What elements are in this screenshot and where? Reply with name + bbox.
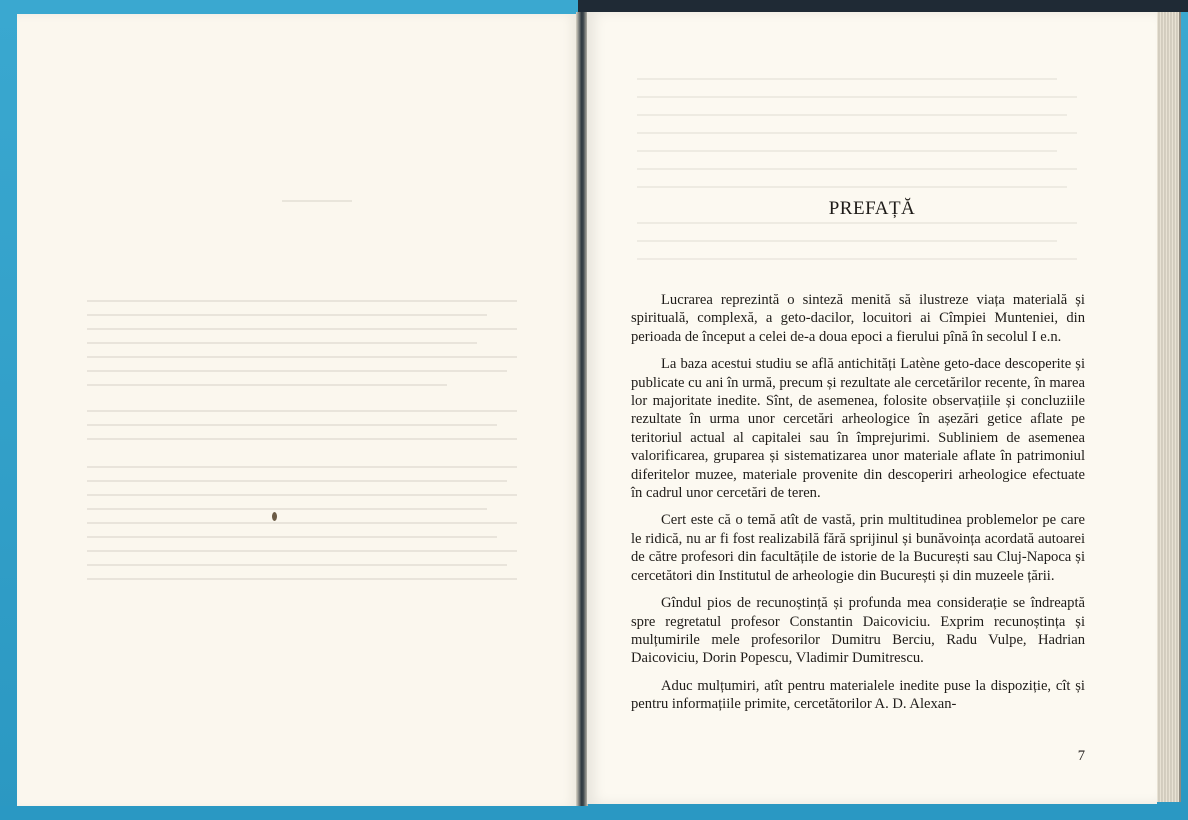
chapter-title: PREFAȚĂ xyxy=(828,198,916,219)
left-page xyxy=(17,14,577,808)
paragraph: Lucrarea reprezintă o sinteză menită să ilustreze viața materială și spirituală, complexă, a geto-dacilor, locuitori ai Cîmpiei Munteniei, din perioada de început a celei de-a doua epoci a fierului pînă în secolul I e.n. xyxy=(631,292,1085,345)
body-text xyxy=(631,291,1085,723)
background-strip xyxy=(578,0,1188,12)
paragraph: Aduc mulțumiri, atît pentru materialele inedite puse la dispoziție, cît și pentru informațiile primite, cercetătorilor A. D. Alexan- xyxy=(631,677,1085,713)
paper-blemish xyxy=(272,512,277,521)
paragraph: La baza acestui studiu se află antichități Latène geto-dace descoperite și publicate cu ani în urmă, precum și rezultate ale cercetărilor recente, în marea lor majoritate inedite. Sînt, de asemenea, folosite observațiile și concluziile rezultate în urma unor cercetări arheologice în așezări getice aflate pe teritoriul actual al capitalei sau în împrejurimi. Subliniem de asemenea valorificarea, gruparea și sistematizarea unor materiale aflate în patrimoniul diferitelor muzee, materiale provenite din descoperiri arheologice efectuate în cadrul unor cercetări de teren. xyxy=(631,356,1085,502)
show-through-text xyxy=(17,14,577,808)
paragraph: Cert este că o temă atît de vastă, prin multitudinea problemelor pe care le ridică, nu ar fi fost realizabilă fără sprijinul și bunăvoința acordată autoarei de către profesori din facultățile de istorie de la București sau Cluj-Napoca și cercetători din Institutul de arheologie din București și din muzeele țării. xyxy=(631,512,1085,584)
page-edges xyxy=(1157,12,1181,802)
book-cover-edge xyxy=(0,806,1188,820)
paragraph: Gîndul pios de recunoștință și profunda mea considerație se îndreaptă spre regretatul profesor Constantin Daicoviciu. Exprim recunoștința și mulțumirile mele profesorilor Dumitru Berciu, Radu Vulpe, Hadrian Daicoviciu, Dorin Popescu, Vladimir Dumitrescu. xyxy=(631,595,1085,667)
right-page xyxy=(587,12,1157,804)
page-number: 7 xyxy=(1077,748,1085,764)
